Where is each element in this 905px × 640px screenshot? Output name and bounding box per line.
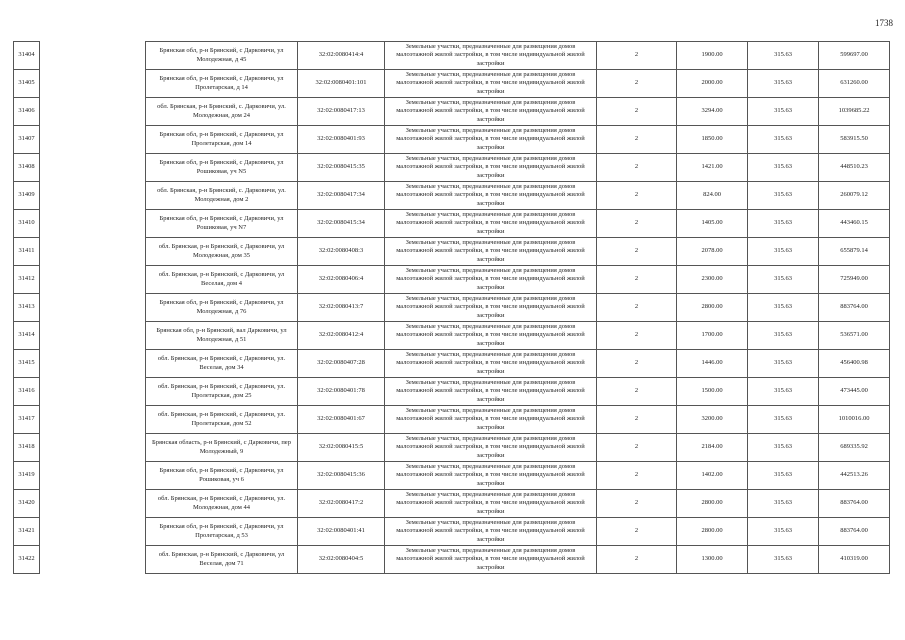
group-cell: 2 bbox=[597, 546, 677, 574]
specific-value-cell: 315.63 bbox=[748, 490, 819, 518]
land-purpose-cell: Земельные участки, предназначенные для размещения домов малоэтажной жилой застройки, в том числе индивидуальной жилой застройки bbox=[385, 294, 597, 322]
spacer-cell bbox=[40, 406, 146, 434]
row-number-cell: 31414 bbox=[14, 322, 40, 350]
group-cell: 2 bbox=[597, 238, 677, 266]
area-cell: 1900.00 bbox=[677, 42, 748, 70]
area-cell: 2800.00 bbox=[677, 518, 748, 546]
row-number-cell: 31405 bbox=[14, 70, 40, 98]
table-row bbox=[14, 406, 890, 434]
table-row bbox=[14, 238, 890, 266]
row-number-cell: 31411 bbox=[14, 238, 40, 266]
specific-value-cell: 315.63 bbox=[748, 42, 819, 70]
row-number-cell: 31413 bbox=[14, 294, 40, 322]
cadastral-number-cell: 32:02:0080406:4 bbox=[298, 266, 385, 294]
address-cell: обл. Брянская, р-н Брянский, с Дарковичи, ул Молодежная, дом 35 bbox=[146, 238, 298, 266]
area-cell: 3200.00 bbox=[677, 406, 748, 434]
cadastral-number-cell: 32:02:0080401:101 bbox=[298, 70, 385, 98]
area-cell: 1405.00 bbox=[677, 210, 748, 238]
cadastral-value-cell: 689335.92 bbox=[819, 434, 890, 462]
group-cell: 2 bbox=[597, 518, 677, 546]
spacer-cell bbox=[40, 154, 146, 182]
table-row bbox=[14, 546, 890, 574]
cadastral-value-cell: 448510.23 bbox=[819, 154, 890, 182]
table-row bbox=[14, 98, 890, 126]
spacer-cell bbox=[40, 210, 146, 238]
cadastral-number-cell: 32:02:0080407:28 bbox=[298, 350, 385, 378]
address-cell: обл. Брянская, р-н Брянский, с. Дарковичи, ул. Молодежная, дом 24 bbox=[146, 98, 298, 126]
page-number: 1738 bbox=[875, 18, 893, 28]
cadastral-number-cell: 32:02:0080401:41 bbox=[298, 518, 385, 546]
area-cell: 1700.00 bbox=[677, 322, 748, 350]
address-cell: обл. Брянская, р-н Брянский, с Дарковичи, ул Веселая, дом 4 bbox=[146, 266, 298, 294]
area-cell: 2000.00 bbox=[677, 70, 748, 98]
area-cell: 1446.00 bbox=[677, 350, 748, 378]
row-number-cell: 31419 bbox=[14, 462, 40, 490]
table-row bbox=[14, 490, 890, 518]
area-cell: 2078.00 bbox=[677, 238, 748, 266]
group-cell: 2 bbox=[597, 210, 677, 238]
row-number-cell: 31404 bbox=[14, 42, 40, 70]
land-purpose-cell: Земельные участки, предназначенные для размещения домов малоэтажной жилой застройки, в том числе индивидуальной жилой застройки bbox=[385, 182, 597, 210]
area-cell: 2800.00 bbox=[677, 294, 748, 322]
land-purpose-cell: Земельные участки, предназначенные для размещения домов малоэтажной жилой застройки, в том числе индивидуальной жилой застройки bbox=[385, 490, 597, 518]
cadastral-value-cell: 655879.14 bbox=[819, 238, 890, 266]
area-cell: 2800.00 bbox=[677, 490, 748, 518]
group-cell: 2 bbox=[597, 70, 677, 98]
cadastral-number-cell: 32:02:0080408:3 bbox=[298, 238, 385, 266]
address-cell: Брянская обл, р-н Брянский, с Дарковичи, ул Рошиковая, уч N7 bbox=[146, 210, 298, 238]
area-cell: 1300.00 bbox=[677, 546, 748, 574]
spacer-cell bbox=[40, 322, 146, 350]
land-purpose-cell: Земельные участки, предназначенные для размещения домов малоэтажной жилой застройки, в том числе индивидуальной жилой застройки bbox=[385, 322, 597, 350]
row-number-cell: 31406 bbox=[14, 98, 40, 126]
specific-value-cell: 315.63 bbox=[748, 518, 819, 546]
spacer-cell bbox=[40, 350, 146, 378]
land-plots-table bbox=[13, 41, 890, 574]
cadastral-value-cell: 1010016.00 bbox=[819, 406, 890, 434]
land-purpose-cell: Земельные участки, предназначенные для размещения домов малоэтажной жилой застройки, в том числе индивидуальной жилой застройки bbox=[385, 266, 597, 294]
specific-value-cell: 315.63 bbox=[748, 98, 819, 126]
row-number-cell: 31409 bbox=[14, 182, 40, 210]
row-number-cell: 31422 bbox=[14, 546, 40, 574]
group-cell: 2 bbox=[597, 294, 677, 322]
group-cell: 2 bbox=[597, 434, 677, 462]
address-cell: Брянская обл, р-н Брянский, с Дарковичи, ул Молодежная, д 45 bbox=[146, 42, 298, 70]
spacer-cell bbox=[40, 98, 146, 126]
address-cell: Брянская обл, р-н Брянский, с Дарковичи, ул Рошиковая, уч 6 bbox=[146, 462, 298, 490]
address-cell: Брянская обл, р-н Брянский, с Дарковичи, ул Пролетарская, д 53 bbox=[146, 518, 298, 546]
spacer-cell bbox=[40, 126, 146, 154]
group-cell: 2 bbox=[597, 126, 677, 154]
cadastral-number-cell: 32:02:0080401:78 bbox=[298, 378, 385, 406]
land-purpose-cell: Земельные участки, предназначенные для размещения домов малоэтажной жилой застройки, в том числе индивидуальной жилой застройки bbox=[385, 434, 597, 462]
area-cell: 3294.00 bbox=[677, 98, 748, 126]
land-purpose-cell: Земельные участки, предназначенные для размещения домов малоэтажной жилой застройки, в том числе индивидуальной жилой застройки bbox=[385, 546, 597, 574]
land-purpose-cell: Земельные участки, предназначенные для размещения домов малоэтажной жилой застройки, в том числе индивидуальной жилой застройки bbox=[385, 518, 597, 546]
specific-value-cell: 315.63 bbox=[748, 462, 819, 490]
specific-value-cell: 315.63 bbox=[748, 210, 819, 238]
cadastral-value-cell: 631260.00 bbox=[819, 70, 890, 98]
cadastral-value-cell: 883764.00 bbox=[819, 490, 890, 518]
group-cell: 2 bbox=[597, 490, 677, 518]
specific-value-cell: 315.63 bbox=[748, 322, 819, 350]
group-cell: 2 bbox=[597, 462, 677, 490]
table-row bbox=[14, 70, 890, 98]
table-row bbox=[14, 266, 890, 294]
spacer-cell bbox=[40, 490, 146, 518]
cadastral-value-cell: 536571.00 bbox=[819, 322, 890, 350]
address-cell: Брянская обл, р-н Брянский, вал Дарковичи, ул Молодежная, д 51 bbox=[146, 322, 298, 350]
spacer-cell bbox=[40, 434, 146, 462]
specific-value-cell: 315.63 bbox=[748, 238, 819, 266]
group-cell: 2 bbox=[597, 406, 677, 434]
table-row bbox=[14, 294, 890, 322]
table-row bbox=[14, 126, 890, 154]
specific-value-cell: 315.63 bbox=[748, 406, 819, 434]
cadastral-number-cell: 32:02:0080415:35 bbox=[298, 154, 385, 182]
group-cell: 2 bbox=[597, 154, 677, 182]
address-cell: обл. Брянская, р-н Брянский, с Дарковичи, ул Веселая, дом 71 bbox=[146, 546, 298, 574]
cadastral-value-cell: 883764.00 bbox=[819, 518, 890, 546]
land-purpose-cell: Земельные участки, предназначенные для размещения домов малоэтажной жилой застройки, в том числе индивидуальной жилой застройки bbox=[385, 378, 597, 406]
address-cell: обл. Брянская, р-н Брянский, с. Дарковичи, ул. Молодежная, дом 2 bbox=[146, 182, 298, 210]
land-purpose-cell: Земельные участки, предназначенные для размещения домов малоэтажной жилой застройки, в том числе индивидуальной жилой застройки bbox=[385, 154, 597, 182]
specific-value-cell: 315.63 bbox=[748, 546, 819, 574]
cadastral-value-cell: 599697.00 bbox=[819, 42, 890, 70]
table-row bbox=[14, 350, 890, 378]
land-purpose-cell: Земельные участки, предназначенные для размещения домов малоэтажной жилой застройки, в том числе индивидуальной жилой застройки bbox=[385, 42, 597, 70]
specific-value-cell: 315.63 bbox=[748, 126, 819, 154]
table-row bbox=[14, 518, 890, 546]
land-purpose-cell: Земельные участки, предназначенные для размещения домов малоэтажной жилой застройки, в том числе индивидуальной жилой застройки bbox=[385, 210, 597, 238]
cadastral-number-cell: 32:02:0080417:2 bbox=[298, 490, 385, 518]
table-row bbox=[14, 182, 890, 210]
area-cell: 2184.00 bbox=[677, 434, 748, 462]
cadastral-value-cell: 456400.98 bbox=[819, 350, 890, 378]
area-cell: 2300.00 bbox=[677, 266, 748, 294]
table-row bbox=[14, 462, 890, 490]
address-cell: обл. Брянская, р-н Брянский, с Дарковичи, ул. Веселая, дом 34 bbox=[146, 350, 298, 378]
cadastral-number-cell: 32:02:0080401:93 bbox=[298, 126, 385, 154]
specific-value-cell: 315.63 bbox=[748, 434, 819, 462]
group-cell: 2 bbox=[597, 350, 677, 378]
spacer-cell bbox=[40, 182, 146, 210]
land-purpose-cell: Земельные участки, предназначенные для размещения домов малоэтажной жилой застройки, в том числе индивидуальной жилой застройки bbox=[385, 462, 597, 490]
table-row bbox=[14, 154, 890, 182]
cadastral-value-cell: 260079.12 bbox=[819, 182, 890, 210]
group-cell: 2 bbox=[597, 378, 677, 406]
cadastral-value-cell: 883764.00 bbox=[819, 294, 890, 322]
cadastral-number-cell: 32:02:0080417:34 bbox=[298, 182, 385, 210]
table-row bbox=[14, 210, 890, 238]
address-cell: Брянская обл, р-н Брянский, с Дарковичи, ул Рошиковая, уч N5 bbox=[146, 154, 298, 182]
address-cell: обл. Брянская, р-н Брянский, с Дарковичи, ул. Пролетарская, дом 25 bbox=[146, 378, 298, 406]
specific-value-cell: 315.63 bbox=[748, 266, 819, 294]
spacer-cell bbox=[40, 42, 146, 70]
spacer-cell bbox=[40, 518, 146, 546]
cadastral-value-cell: 443460.15 bbox=[819, 210, 890, 238]
area-cell: 1850.00 bbox=[677, 126, 748, 154]
spacer-cell bbox=[40, 70, 146, 98]
area-cell: 824.00 bbox=[677, 182, 748, 210]
spacer-cell bbox=[40, 266, 146, 294]
group-cell: 2 bbox=[597, 98, 677, 126]
cadastral-number-cell: 32:02:0080414:4 bbox=[298, 42, 385, 70]
address-cell: обл. Брянская, р-н Брянский, с Дарковичи, ул. Молодежная, дом 44 bbox=[146, 490, 298, 518]
land-purpose-cell: Земельные участки, предназначенные для размещения домов малоэтажной жилой застройки, в том числе индивидуальной жилой застройки bbox=[385, 70, 597, 98]
table-row bbox=[14, 42, 890, 70]
spacer-cell bbox=[40, 378, 146, 406]
group-cell: 2 bbox=[597, 266, 677, 294]
row-number-cell: 31420 bbox=[14, 490, 40, 518]
cadastral-number-cell: 32:02:0080404:5 bbox=[298, 546, 385, 574]
specific-value-cell: 315.63 bbox=[748, 182, 819, 210]
row-number-cell: 31408 bbox=[14, 154, 40, 182]
spacer-cell bbox=[40, 462, 146, 490]
land-purpose-cell: Земельные участки, предназначенные для размещения домов малоэтажной жилой застройки, в том числе индивидуальной жилой застройки bbox=[385, 406, 597, 434]
table-row bbox=[14, 378, 890, 406]
specific-value-cell: 315.63 bbox=[748, 70, 819, 98]
area-cell: 1402.00 bbox=[677, 462, 748, 490]
cadastral-number-cell: 32:02:0080417:13 bbox=[298, 98, 385, 126]
land-purpose-cell: Земельные участки, предназначенные для размещения домов малоэтажной жилой застройки, в том числе индивидуальной жилой застройки bbox=[385, 238, 597, 266]
group-cell: 2 bbox=[597, 42, 677, 70]
cadastral-number-cell: 32:02:0080413:7 bbox=[298, 294, 385, 322]
area-cell: 1500.00 bbox=[677, 378, 748, 406]
row-number-cell: 31421 bbox=[14, 518, 40, 546]
specific-value-cell: 315.63 bbox=[748, 154, 819, 182]
row-number-cell: 31417 bbox=[14, 406, 40, 434]
address-cell: Брянская область, р-н Брянский, с Дарковичи, пер Молодежный, 9 bbox=[146, 434, 298, 462]
land-purpose-cell: Земельные участки, предназначенные для размещения домов малоэтажной жилой застройки, в том числе индивидуальной жилой застройки bbox=[385, 126, 597, 154]
group-cell: 2 bbox=[597, 322, 677, 350]
row-number-cell: 31418 bbox=[14, 434, 40, 462]
land-purpose-cell: Земельные участки, предназначенные для размещения домов малоэтажной жилой застройки, в том числе индивидуальной жилой застройки bbox=[385, 350, 597, 378]
row-number-cell: 31416 bbox=[14, 378, 40, 406]
cadastral-value-cell: 442513.26 bbox=[819, 462, 890, 490]
row-number-cell: 31415 bbox=[14, 350, 40, 378]
address-cell: Брянская обл, р-н Брянский, с Дарковичи, ул Пролетарская, дом 14 bbox=[146, 126, 298, 154]
cadastral-number-cell: 32:02:0080401:67 bbox=[298, 406, 385, 434]
spacer-cell bbox=[40, 238, 146, 266]
table-row bbox=[14, 434, 890, 462]
specific-value-cell: 315.63 bbox=[748, 350, 819, 378]
row-number-cell: 31407 bbox=[14, 126, 40, 154]
address-cell: Брянская обл, р-н Брянский, с Дарковичи, ул Молодежная, д 76 bbox=[146, 294, 298, 322]
area-cell: 1421.00 bbox=[677, 154, 748, 182]
specific-value-cell: 315.63 bbox=[748, 378, 819, 406]
cadastral-number-cell: 32:02:0080415:34 bbox=[298, 210, 385, 238]
address-cell: Брянская обл, р-н Брянский, с Дарковичи, ул Пролетарская, д 14 bbox=[146, 70, 298, 98]
cadastral-value-cell: 583915.50 bbox=[819, 126, 890, 154]
row-number-cell: 31410 bbox=[14, 210, 40, 238]
specific-value-cell: 315.63 bbox=[748, 294, 819, 322]
cadastral-value-cell: 1039685.22 bbox=[819, 98, 890, 126]
cadastral-value-cell: 410319.00 bbox=[819, 546, 890, 574]
cadastral-number-cell: 32:02:0080415:36 bbox=[298, 462, 385, 490]
group-cell: 2 bbox=[597, 182, 677, 210]
spacer-cell bbox=[40, 546, 146, 574]
cadastral-number-cell: 32:02:0080412:4 bbox=[298, 322, 385, 350]
cadastral-value-cell: 473445.00 bbox=[819, 378, 890, 406]
spacer-cell bbox=[40, 294, 146, 322]
row-number-cell: 31412 bbox=[14, 266, 40, 294]
cadastral-value-cell: 725949.00 bbox=[819, 266, 890, 294]
land-purpose-cell: Земельные участки, предназначенные для размещения домов малоэтажной жилой застройки, в том числе индивидуальной жилой застройки bbox=[385, 98, 597, 126]
address-cell: обл. Брянская, р-н Брянский, с Дарковичи, ул. Пролетарская, дом 52 bbox=[146, 406, 298, 434]
table-body bbox=[14, 42, 890, 574]
table-row bbox=[14, 322, 890, 350]
cadastral-number-cell: 32:02:0080415:5 bbox=[298, 434, 385, 462]
